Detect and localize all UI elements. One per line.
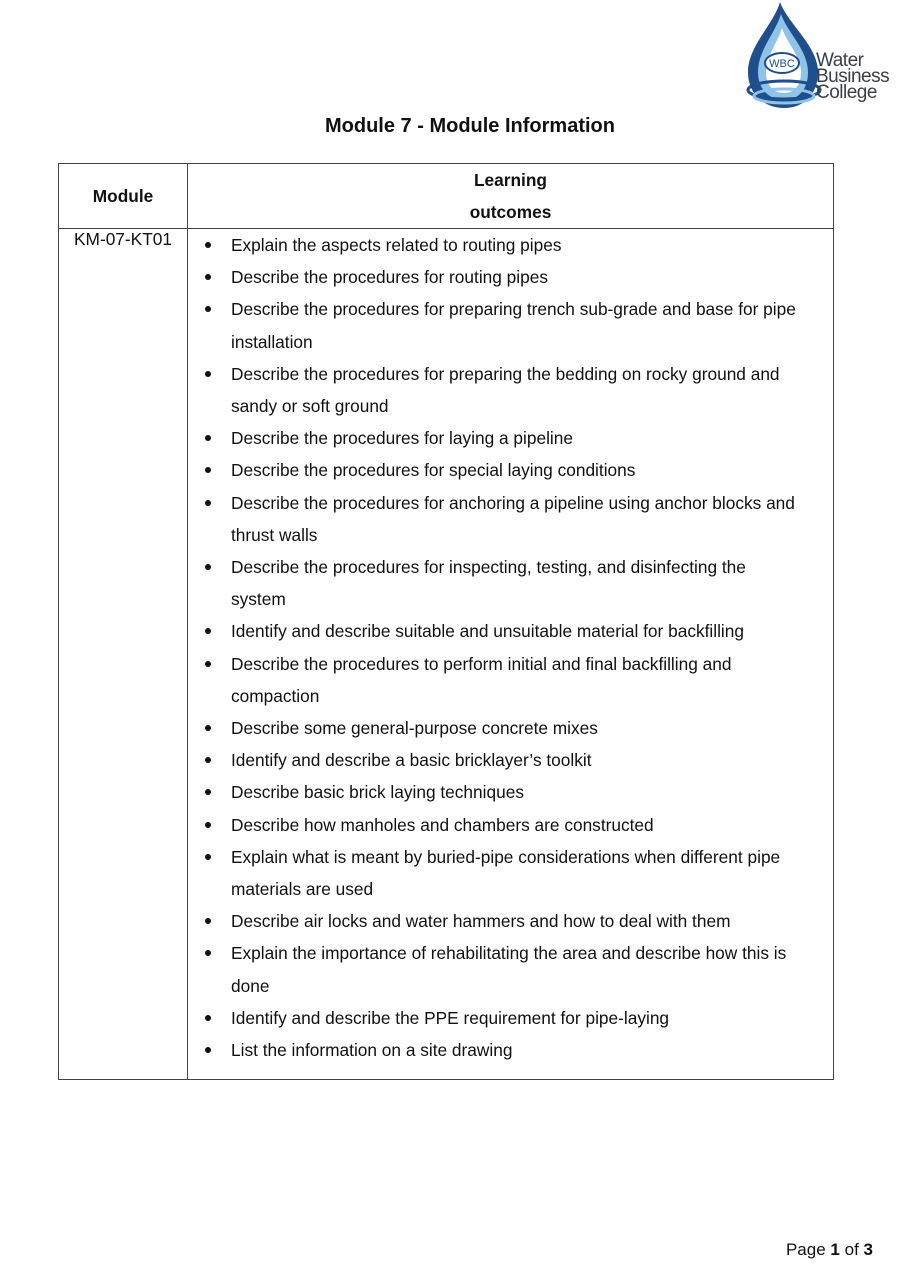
list-item: Identify and describe a basic bricklayer’s toolkit [188,744,833,776]
list-item: Describe how manholes and chambers are constructed [188,809,833,841]
header-line: outcomes [469,202,552,222]
list-item: Describe the procedures for inspecting, testing, and disinfecting the system [188,551,833,615]
of-label: of [844,1240,859,1259]
list-item: List the information on a site drawing [188,1034,833,1066]
table-row [59,229,834,1080]
module-information-table [58,163,834,1080]
list-item: Describe the procedures for special laying conditions [188,454,833,486]
page-title: Module 7 - Module Information [325,115,615,137]
list-item: Identify and describe suitable and unsuitable material for backfilling [188,615,833,647]
list-item: Describe basic brick laying techniques [188,776,833,808]
table-header-row [59,164,834,229]
logo-name [816,50,890,103]
list-item: Describe the procedures for preparing the bedding on rocky ground and sandy or soft ground [188,358,833,422]
module-code: KM-07-KT01 [59,229,188,1080]
logo-emblem-text: WBC [769,58,795,70]
list-item: Describe some general-purpose concrete mixes [188,712,833,744]
current-page: 1 [830,1240,840,1259]
list-item: Describe air locks and water hammers and how to deal with them [188,905,833,937]
logo-name-line: Business [816,66,890,87]
logo-name-line: Water [816,50,864,71]
module-column-header: Module [59,164,188,229]
list-item: Explain what is meant by buried-pipe considerations when different pipe materials are used [188,841,833,905]
header-line: Learning [474,170,547,190]
learning-outcomes-column-header [188,164,834,229]
list-item: Explain the aspects related to routing pipes [188,229,833,261]
list-item: Describe the procedures for routing pipes [188,261,833,293]
list-item: Explain the importance of rehabilitating the area and describe how this is done [188,937,833,1001]
list-item: Describe the procedures to perform initial and final backfilling and compaction [188,648,833,712]
logo-name-line: College [816,82,877,103]
learning-outcomes-cell [188,229,834,1080]
list-item: Describe the procedures for anchoring a pipeline using anchor blocks and thrust walls [188,487,833,551]
outcome-list [188,229,833,1066]
page-number [786,1240,873,1260]
list-item: Describe the procedures for laying a pipeline [188,422,833,454]
college-logo [744,0,902,112]
page-label: Page [785,1240,826,1259]
list-item: Identify and describe the PPE requirement for pipe-laying [188,1002,833,1034]
total-pages: 3 [863,1240,873,1259]
list-item: Describe the procedures for preparing trench sub-grade and base for pipe installation [188,293,833,357]
